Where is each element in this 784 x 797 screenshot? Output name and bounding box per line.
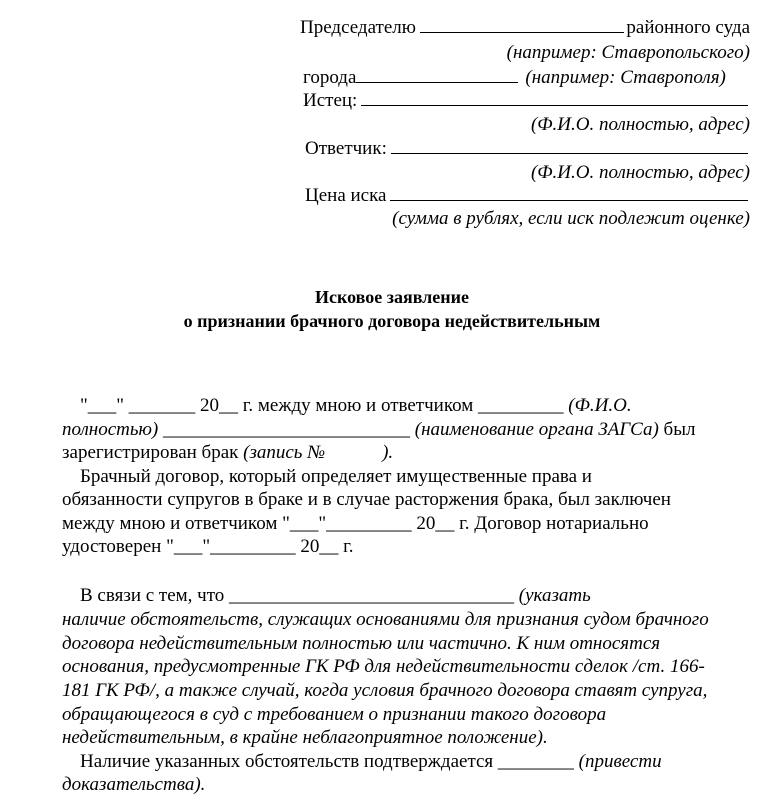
defendant-field[interactable]: [391, 138, 748, 154]
body-line: [62, 704, 606, 726]
hint-text: обращающегося в суд с требованием о признании такого договора: [62, 704, 607, 725]
body-text: обязанности супругов в браке и в случае расторжения брака, был заключен: [62, 489, 671, 510]
document-subtitle: о признании брачного договора недействительным: [183, 311, 601, 331]
hint-text: 181 ГК РФ/, а также случай, когда условия брачного договора ставят супруга,: [62, 680, 708, 701]
body-line: [62, 489, 671, 511]
plaintiff-hint: (Ф.И.О. полностью, адрес): [530, 114, 750, 135]
court-hint: (например: Ставропольского): [506, 42, 750, 63]
city-row: [303, 67, 726, 89]
city-field[interactable]: [356, 67, 518, 83]
hint-text: (наименование органа ЗАГСа): [414, 419, 659, 440]
defendant-row: [305, 138, 750, 160]
claim-label: Цена иска: [305, 185, 387, 206]
city-label: города: [303, 67, 357, 88]
body-text: удостоверен "___"_________ 20__ г.: [62, 536, 354, 557]
hint-text: доказательства).: [62, 774, 206, 795]
body-line: [62, 633, 660, 655]
body-text: зарегистрирован брак: [62, 442, 244, 463]
defendant-label: Ответчик:: [305, 138, 387, 159]
chairman-row: [300, 17, 750, 39]
city-hint: (например: Ставрополя): [525, 67, 726, 88]
body-line: [62, 513, 649, 535]
hint-text: (запись № ).: [243, 442, 394, 463]
body-line: [80, 585, 591, 607]
plaintiff-field[interactable]: [361, 90, 748, 106]
body-text: Брачный договор, который определяет имущественные права и: [80, 466, 592, 487]
chairman-label: Председателю: [300, 17, 416, 38]
hint-text: (Ф.И.О.: [568, 395, 632, 416]
body-text: Наличие указанных обстоятельств подтверждается ________: [80, 751, 579, 772]
court-name-field[interactable]: [420, 17, 624, 33]
body-text: был: [658, 419, 696, 440]
hint-text: основания, предусмотренные ГК РФ для недействительности сделок /ст. 166-: [62, 656, 705, 677]
plaintiff-row: [303, 90, 750, 112]
body-line: [80, 751, 662, 773]
body-line: [62, 680, 707, 702]
body-line: [62, 774, 205, 796]
body-line: [80, 466, 592, 488]
chairman-suffix: районного суда: [626, 17, 750, 38]
body-line: [80, 395, 632, 417]
body-text: __________________________: [158, 419, 415, 440]
claim-field[interactable]: [390, 185, 748, 201]
claim-hint: (сумма в рублях, если иск подлежит оценке): [392, 208, 750, 229]
body-line: [62, 536, 354, 558]
hint-text: договора недействительным полностью или частично. К ним относятся: [62, 633, 661, 654]
hint-text: недействительным, в крайне неблагоприятное положение).: [62, 727, 548, 748]
body-line: [62, 419, 695, 441]
hint-text: (указать: [518, 585, 591, 606]
body-text: между мною и ответчиком "___"_________ 20__ г. Договор нотариально: [62, 513, 649, 534]
body-text: В связи с тем, что ______________________________: [80, 585, 519, 606]
claim-row: [305, 185, 750, 207]
hint-text: (привести: [578, 751, 662, 772]
body-text: "___" _______ 20__ г. между мною и ответчиком _________: [80, 395, 569, 416]
body-line: [62, 727, 548, 749]
body-line: [62, 609, 709, 631]
plaintiff-label: Истец:: [303, 90, 358, 111]
body-line: [62, 442, 393, 464]
document-title: Исковое заявление: [314, 287, 470, 307]
hint-text: наличие обстоятельств, служащих основаниями для признания судом брачного: [62, 609, 709, 630]
body-line: [62, 656, 705, 678]
defendant-hint: (Ф.И.О. полностью, адрес): [530, 162, 750, 183]
hint-text: полностью): [62, 419, 159, 440]
